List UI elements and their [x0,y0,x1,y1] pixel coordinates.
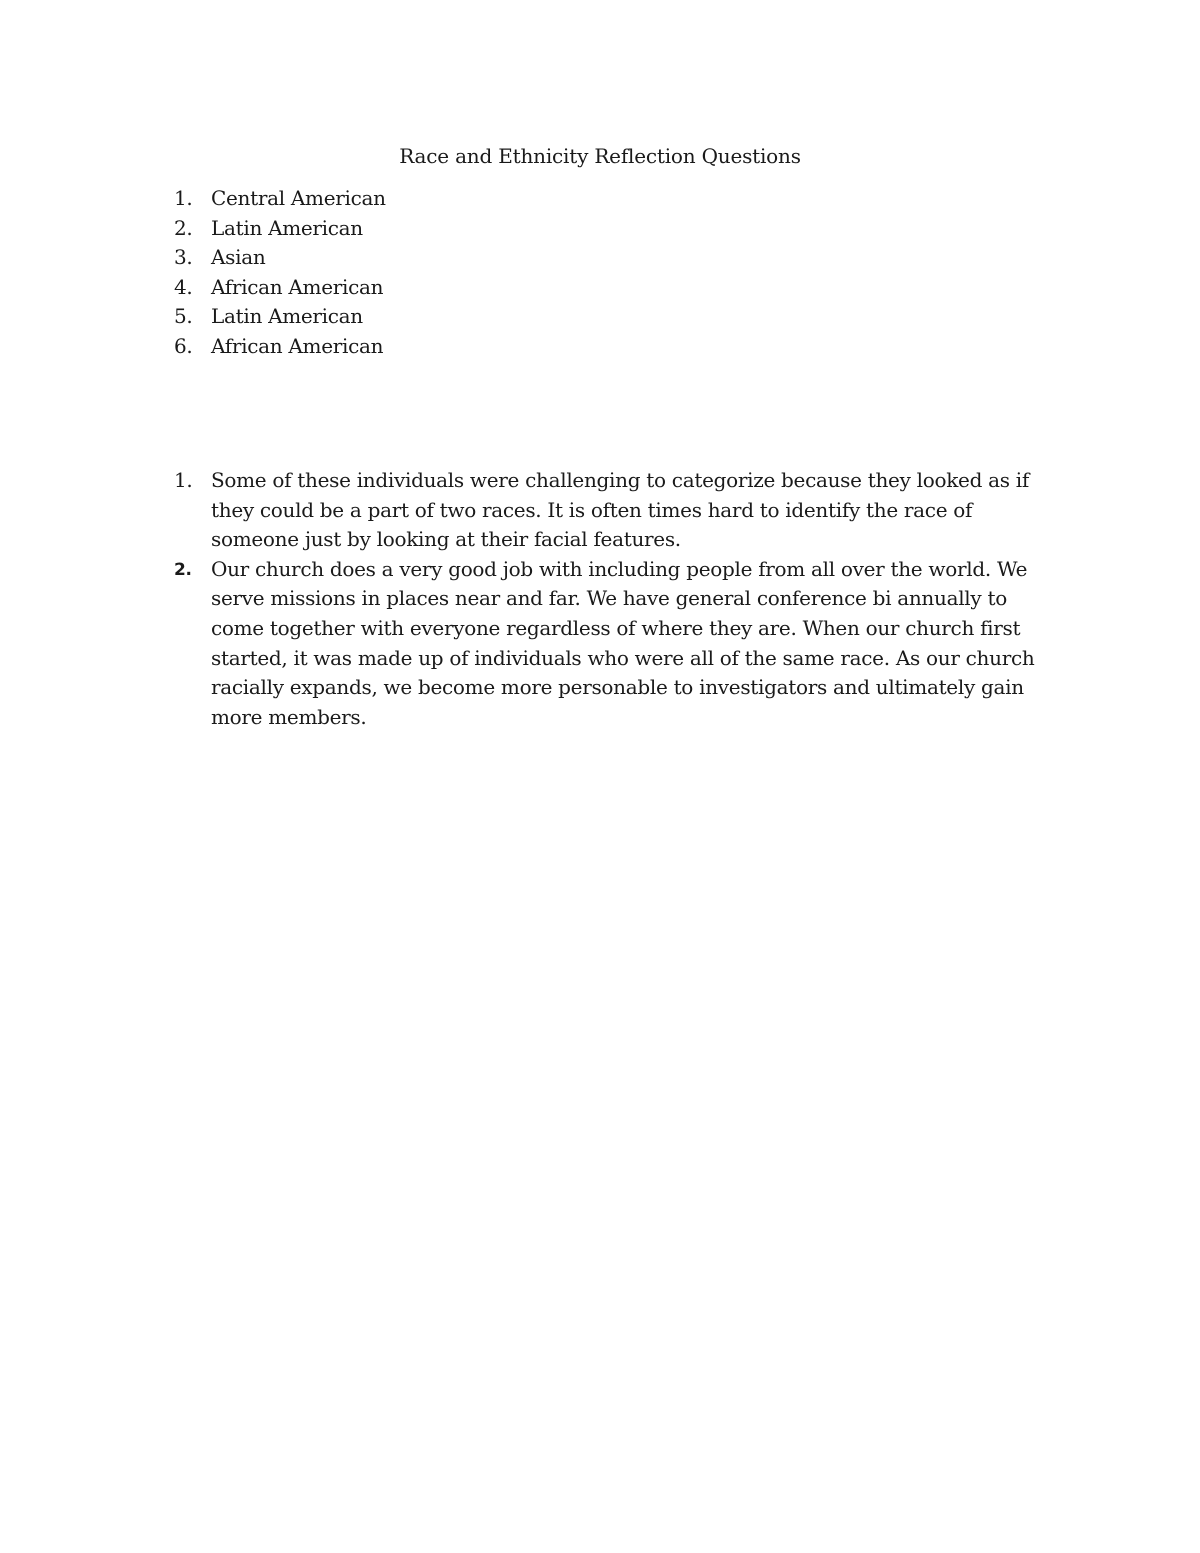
list-item-number: 5. [174,304,193,329]
list-item [174,273,1064,303]
page-title: Race and Ethnicity Reflection Questions [399,144,801,168]
classification-list [174,184,1064,362]
list-item-number: 1. [174,186,193,210]
list-item-number: 3. [174,245,193,270]
answer-text: Our church does a very good job with including people from all over the world. We serve missions in places near and far. We have general conference bi annually to come together with everyone regardless of where they are. When our church first started, it was made up of individuals who were all of the same race. As our church racially expands, we become more personable to investigators and ultimately gain more members. [211,556,1035,729]
list-item-text: Asian [211,245,266,270]
list-item-text: Latin American [211,304,363,329]
list-item-text: African American [211,274,384,299]
list-item-number: 6. [174,333,193,358]
list-item-text: African American [211,333,384,358]
list-item [174,243,1064,273]
answer-number: 2. [174,559,192,580]
list-item-number: 2. [174,215,193,240]
answer-number: 1. [174,468,193,492]
answer-text: Some of these individuals were challenging to categorize because they looked as if they could be a part of two races. It is often times hard to identify the race of someone just by looking at their facial features. [211,468,1029,552]
list-item-text: Central American [211,186,386,210]
list-item [174,214,1064,244]
list-item [174,184,1064,214]
list-item [174,332,1064,362]
reflection-answers-list [174,466,1064,732]
list-item-number: 4. [174,274,193,299]
list-item [174,302,1064,332]
list-item-text: Latin American [211,215,363,240]
answer-item [174,466,1064,555]
answer-item [174,555,1064,733]
